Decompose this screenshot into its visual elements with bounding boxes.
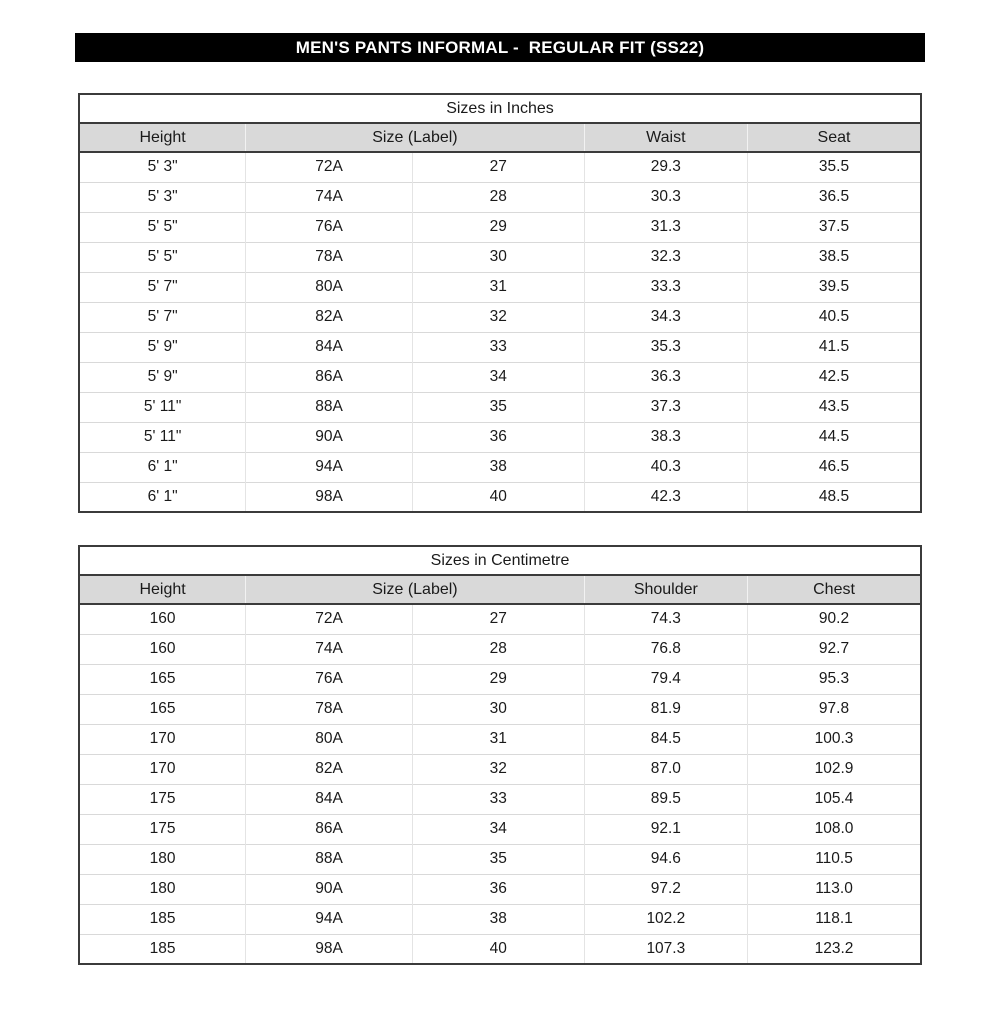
table-cell: 5' 7" [79,272,246,302]
table-title-row [79,546,921,575]
table-cell: 82A [246,754,413,784]
table-cell: 97.8 [748,694,921,724]
table-cell: 42.5 [748,362,921,392]
table-cell: 5' 11" [79,392,246,422]
table-row [79,422,921,452]
table-cell: 100.3 [748,724,921,754]
table-cell: 76A [246,664,413,694]
table-cell: 6' 1" [79,452,246,482]
table-row [79,272,921,302]
table-row [79,694,921,724]
table-cell: 33 [412,784,584,814]
table-cell: 175 [79,784,246,814]
column-header-size-label: Size (Label) [246,575,584,604]
table-cell: 31.3 [584,212,747,242]
table-title-row [79,94,921,123]
table-cell: 80A [246,724,413,754]
table-cell: 33.3 [584,272,747,302]
table-cell: 44.5 [748,422,921,452]
table-row [79,302,921,332]
table-title: Sizes in Inches [79,94,921,123]
table-cell: 86A [246,814,413,844]
table-cell: 27 [412,152,584,182]
table-cell: 165 [79,664,246,694]
table-cell: 107.3 [584,934,747,964]
centimetre-size-table [78,545,922,965]
table-cell: 38 [412,904,584,934]
table-cell: 90.2 [748,604,921,634]
table-cell: 5' 9" [79,332,246,362]
column-header-height: Height [79,123,246,152]
column-header-seat: Seat [748,123,921,152]
inches-table-body [79,152,921,512]
table-cell: 31 [412,272,584,302]
table-cell: 118.1 [748,904,921,934]
table-cell: 36.3 [584,362,747,392]
table-cell: 102.2 [584,904,747,934]
table-cell: 37.5 [748,212,921,242]
column-header-size-label: Size (Label) [246,123,584,152]
table-cell: 31 [412,724,584,754]
table-cell: 84A [246,332,413,362]
table-cell: 39.5 [748,272,921,302]
table-cell: 38.5 [748,242,921,272]
table-cell: 160 [79,634,246,664]
column-header-row [79,123,921,152]
table-cell: 76A [246,212,413,242]
table-row [79,934,921,964]
table-cell: 41.5 [748,332,921,362]
table-cell: 88A [246,392,413,422]
table-row [79,212,921,242]
table-cell: 34 [412,814,584,844]
table-cell: 92.1 [584,814,747,844]
table-cell: 29 [412,664,584,694]
table-cell: 94A [246,452,413,482]
table-cell: 34 [412,362,584,392]
table-cell: 185 [79,904,246,934]
table-cell: 32 [412,754,584,784]
table-cell: 76.8 [584,634,747,664]
table-cell: 123.2 [748,934,921,964]
table-cell: 108.0 [748,814,921,844]
table-cell: 95.3 [748,664,921,694]
table-cell: 28 [412,182,584,212]
table-cell: 36.5 [748,182,921,212]
table-cell: 92.7 [748,634,921,664]
centimetre-table-section [78,545,922,965]
table-cell: 88A [246,844,413,874]
table-cell: 160 [149,610,176,628]
page-title: MEN'S PANTS INFORMAL - REGULAR FIT (SS22) [295,37,705,57]
table-cell: 42.3 [584,482,747,512]
table-cell: 82A [246,302,413,332]
table-cell: 72A [246,152,413,182]
table-cell: 74.3 [584,604,747,634]
table-row [79,754,921,784]
table-cell: 40.3 [584,452,747,482]
table-row [79,452,921,482]
table-cell: 78A [246,242,413,272]
table-cell: 97.2 [584,874,747,904]
table-cell: 98A [246,934,413,964]
table-cell: 5' 11" [79,422,246,452]
table-cell: 5' 7" [79,302,246,332]
table-row [79,904,921,934]
table-row [79,482,921,512]
table-cell: 84A [246,784,413,814]
table-cell: 35.5 [748,152,921,182]
table-title: Sizes in Centimetre [79,546,921,575]
table-cell: 38 [412,452,584,482]
table-cell: 170 [79,754,246,784]
inches-size-table [78,93,922,513]
table-cell: 81.9 [584,694,747,724]
table-cell: 5' 5" [79,242,246,272]
table-cell: 185 [79,934,246,964]
table-row [79,182,921,212]
table-cell: 36 [412,422,584,452]
table-cell: 48.5 [748,482,921,512]
table-cell: 32.3 [584,242,747,272]
table-cell: 28 [412,634,584,664]
column-header-height: Height [79,575,246,604]
table-cell: 29.3 [584,152,747,182]
table-cell: 5' 3" [79,182,246,212]
table-cell: 90A [246,874,413,904]
table-row [79,242,921,272]
table-cell: 86A [246,362,413,392]
table-row [79,604,921,634]
table-cell: 46.5 [748,452,921,482]
table-cell: 165 [79,694,246,724]
table-cell: 35.3 [584,332,747,362]
table-cell: 87.0 [584,754,747,784]
table-cell: 72A [246,604,413,634]
table-row [79,874,921,904]
table-cell: 40 [412,482,584,512]
table-row [79,392,921,422]
centimetre-table-body [79,604,921,964]
table-row [79,152,921,182]
table-cell: 5' 9" [79,362,246,392]
table-cell: 32 [412,302,584,332]
table-cell: 34.3 [584,302,747,332]
table-cell: 98A [246,482,413,512]
table-cell: 5' 5" [79,212,246,242]
table-cell: 6' 1" [79,482,246,512]
table-cell: 36 [412,874,584,904]
table-cell: 110.5 [748,844,921,874]
page-title-bar [75,33,925,62]
table-cell: 78A [246,694,413,724]
column-header-shoulder: Shoulder [584,575,747,604]
table-cell: 74A [246,182,413,212]
table-cell: 175 [79,814,246,844]
inches-table-section [78,93,922,513]
table-cell: 35 [412,844,584,874]
table-cell: 33 [412,332,584,362]
table-cell: 84.5 [584,724,747,754]
table-row [79,724,921,754]
table-cell: 89.5 [584,784,747,814]
table-cell: 113.0 [748,874,921,904]
table-cell: 79.4 [584,664,747,694]
column-header-chest: Chest [748,575,921,604]
table-cell: 90A [246,422,413,452]
table-cell: 30 [412,694,584,724]
table-row [79,784,921,814]
table-row [79,362,921,392]
column-header-waist: Waist [584,123,747,152]
table-cell: 43.5 [748,392,921,422]
table-cell: 30 [412,242,584,272]
table-cell: 80A [246,272,413,302]
table-row [79,634,921,664]
table-cell: 170 [79,724,246,754]
table-cell: 5' 3" [147,158,178,176]
table-row [79,844,921,874]
table-cell: 30.3 [584,182,747,212]
table-cell: 27 [412,604,584,634]
table-cell: 40.5 [748,302,921,332]
table-cell: 38.3 [584,422,747,452]
table-cell: 40 [412,934,584,964]
table-cell: 37.3 [584,392,747,422]
table-cell: 35 [412,392,584,422]
table-cell: 29 [412,212,584,242]
column-header-row [79,575,921,604]
table-cell: 94.6 [584,844,747,874]
table-cell: 74A [246,634,413,664]
table-row [79,814,921,844]
table-cell: 102.9 [748,754,921,784]
table-cell: 94A [246,904,413,934]
table-cell: 180 [79,874,246,904]
table-cell: 105.4 [748,784,921,814]
size-chart-page [0,33,1000,965]
table-cell: 180 [79,844,246,874]
table-row [79,664,921,694]
table-row [79,332,921,362]
